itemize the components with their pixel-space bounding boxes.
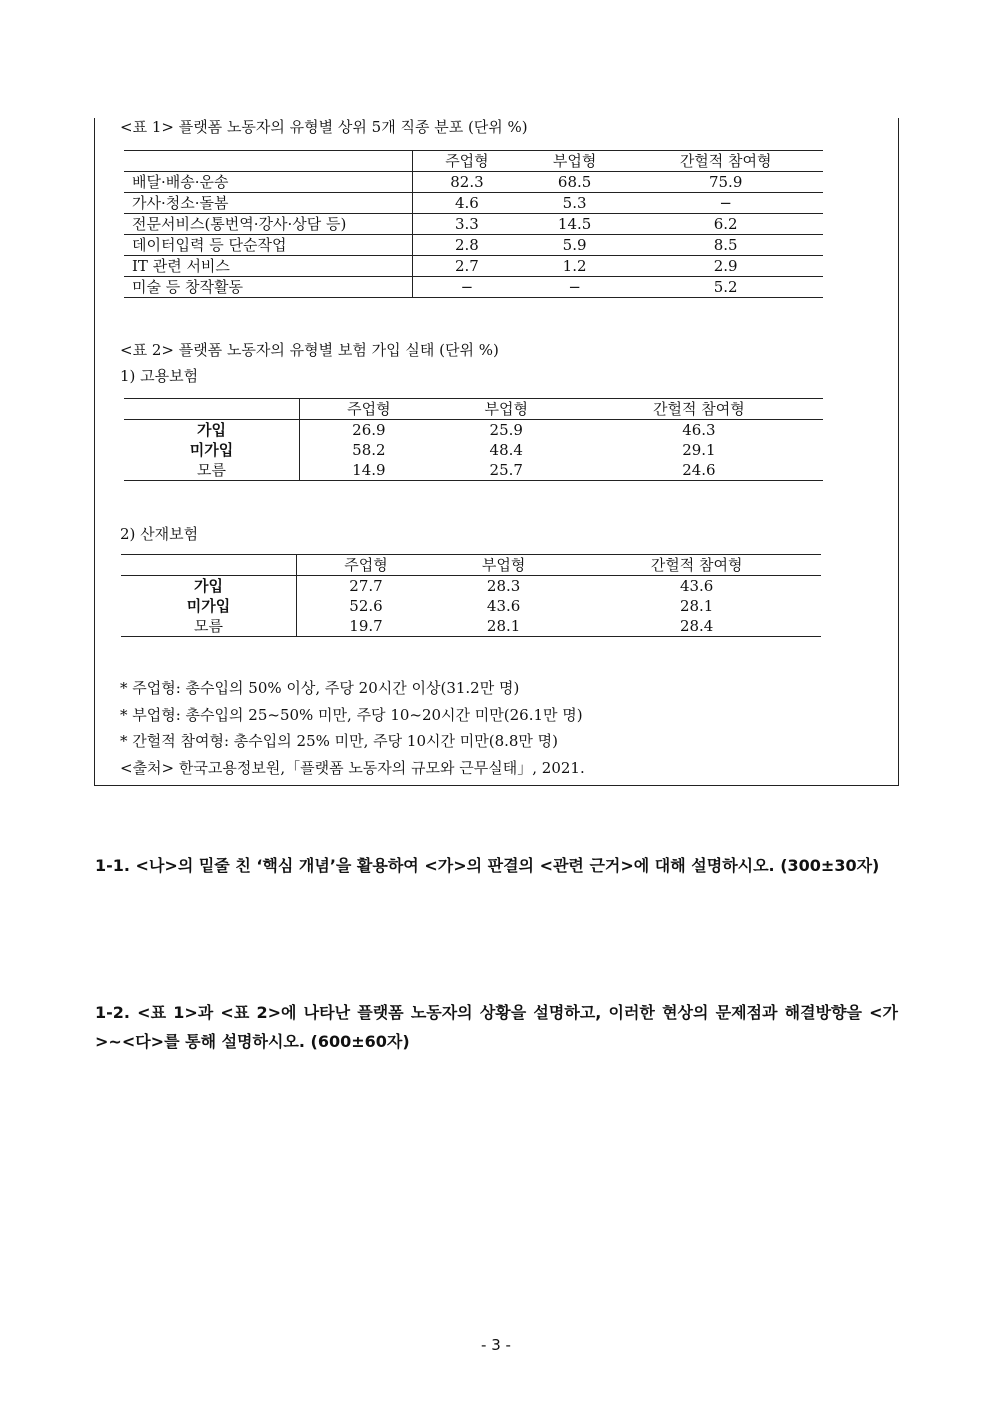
table-header-row [124, 399, 823, 420]
table-row [124, 440, 823, 460]
table-cell: 5.9 [521, 235, 628, 256]
table-cell: 26.9 [352, 421, 386, 439]
table-cell: 28.4 [572, 616, 821, 637]
table-cell: − [521, 277, 628, 298]
row-label: 가입 [121, 576, 297, 597]
note: * 부업형: 총수입의 25~50% 미만, 주당 10~20시간 미만(26.1만 명) [120, 706, 583, 724]
table-cell: 3.3 [413, 214, 521, 235]
question-1-1: 1-1. <나>의 밑줄 친 ‘핵심 개념’을 활용하여 <가>의 판결의 <관련 근거>에 대해 설명하시오. (300±30자) [95, 856, 880, 875]
note: * 간헐적 참여형: 총수입의 25% 미만, 주당 10시간 미만(8.8만 명) [120, 732, 559, 750]
table-cell: 27.7 [349, 577, 383, 595]
table-row [124, 460, 823, 481]
table-row [124, 256, 823, 277]
table-cell: 58.2 [352, 441, 386, 459]
table-cell: 2.7 [413, 256, 521, 277]
table-cell: 부업형 [435, 555, 572, 576]
table-row [124, 277, 823, 298]
table1 [124, 150, 823, 298]
table-cell: 부업형 [521, 151, 628, 172]
table-row [124, 172, 823, 193]
table-cell: 52.6 [349, 597, 383, 615]
table-cell: 75.9 [628, 172, 823, 193]
table-cell: 간헐적 참여형 [572, 555, 821, 576]
table-cell: − [413, 277, 521, 298]
table2-employment-insurance [124, 398, 823, 481]
page-number: - 3 - [481, 1336, 511, 1354]
table-cell: 14.9 [300, 460, 438, 481]
table-cell: 25.9 [489, 421, 523, 439]
row-label: 미술 등 창작활동 [124, 277, 413, 298]
row-label: 데이터입력 등 단순작업 [124, 235, 413, 256]
table-row [121, 616, 821, 637]
table-cell: 6.2 [628, 214, 823, 235]
table-cell: 28.1 [679, 597, 714, 615]
table1-caption: <표 1> 플랫폼 노동자의 유형별 상위 5개 직종 분포 (단위 %) [120, 118, 528, 136]
table-header-row [124, 151, 823, 172]
table-cell: 68.5 [521, 172, 628, 193]
table-cell: 5.3 [521, 193, 628, 214]
table-row [124, 420, 823, 441]
row-label: 가사·청소·돌봄 [124, 193, 413, 214]
table-cell: 28.1 [435, 616, 572, 637]
table-cell: 14.5 [521, 214, 628, 235]
table-cell: 8.5 [628, 235, 823, 256]
table-cell: 25.7 [438, 460, 575, 481]
table-cell: 1.2 [521, 256, 628, 277]
table-row [124, 214, 823, 235]
row-label [121, 555, 297, 576]
table-row [121, 596, 821, 616]
table-cell: 82.3 [413, 172, 521, 193]
source: <출처> 한국고용정보원,「플랫폼 노동자의 규모와 근무실태」, 2021. [120, 759, 585, 777]
table-cell: 24.6 [575, 460, 823, 481]
table2-caption: <표 2> 플랫폼 노동자의 유형별 보험 가입 실태 (단위 %) [120, 341, 499, 359]
question-1-2: 1-2. <표 1>과 <표 2>에 나타난 플랫폼 노동자의 상황을 설명하고, 이러한 현상의 문제점과 해결방향을 <가>~<다>를 통해 설명하시오. (600±60자) [95, 1003, 898, 1051]
row-label: 미가입 [121, 596, 297, 616]
table2-sub2-title: 2) 산재보험 [120, 525, 199, 543]
row-label: 가입 [124, 420, 300, 441]
table-cell: 4.6 [413, 193, 521, 214]
table-cell: 주업형 [297, 555, 435, 576]
table-cell: 46.3 [682, 421, 716, 439]
table-row [124, 193, 823, 214]
table-row [121, 576, 821, 597]
table-cell: 48.4 [489, 441, 523, 459]
table-cell: 5.2 [628, 277, 823, 298]
row-label: 모름 [121, 616, 297, 637]
table-cell: 2.9 [628, 256, 823, 277]
row-label: 전문서비스(통번역·강사·상담 등) [124, 214, 413, 235]
table-cell: 29.1 [682, 441, 716, 459]
table-cell: − [628, 193, 823, 214]
table-cell: 2.8 [413, 235, 521, 256]
row-label: 배달·배송·운송 [124, 172, 413, 193]
table-cell: 간헐적 참여형 [628, 151, 823, 172]
table-cell: 부업형 [438, 399, 575, 420]
table2-industrial-insurance [121, 554, 821, 637]
row-label: 모름 [124, 460, 300, 481]
table-cell: 19.7 [297, 616, 435, 637]
table2-sub1-title: 1) 고용보험 [120, 367, 199, 385]
row-label: IT 관련 서비스 [124, 256, 413, 277]
table-cell: 주업형 [413, 151, 521, 172]
table-cell: 28.3 [486, 577, 521, 595]
table-header-row [121, 555, 821, 576]
table-row [124, 235, 823, 256]
row-label [124, 151, 413, 172]
row-label [124, 399, 300, 420]
row-label: 미가입 [124, 440, 300, 460]
note: * 주업형: 총수입의 50% 이상, 주당 20시간 이상(31.2만 명) [120, 679, 520, 697]
table-cell: 43.6 [486, 597, 521, 615]
table-cell: 간헐적 참여형 [575, 399, 823, 420]
table-cell: 43.6 [679, 577, 714, 595]
table-cell: 주업형 [300, 399, 438, 420]
